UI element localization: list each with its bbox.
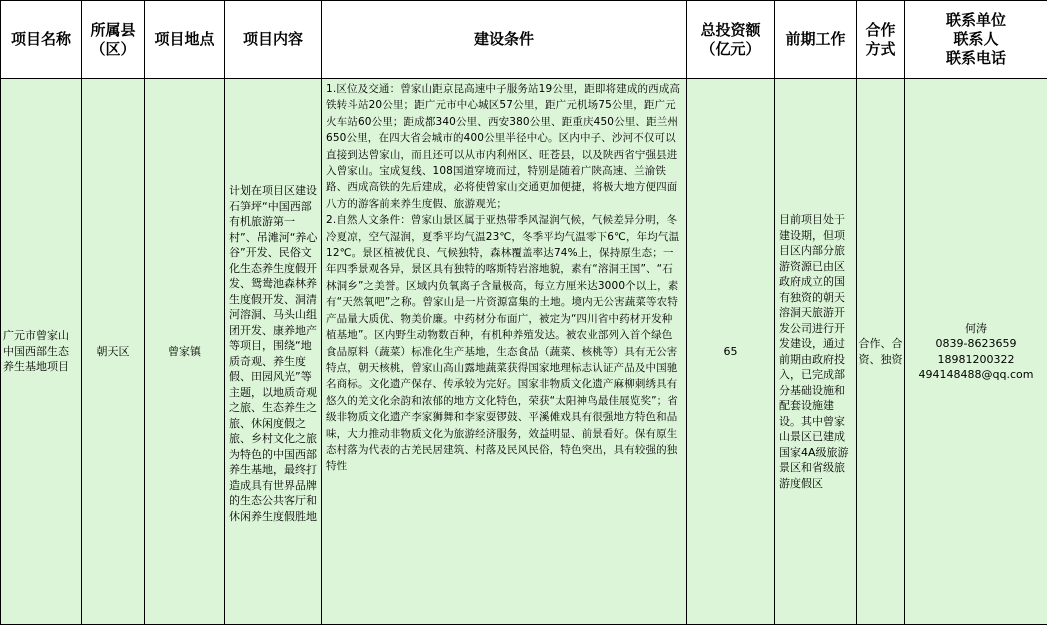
- cell-conditions: 1.区位及交通：曾家山距京昆高速中子服务站19公里，距即将建成的西成高铁转斗站20公里；距广元市中心城区57公里，距广元机场75公里，距广元火车站60公里；距成都340公里、西安380公里、距重庆450公里、距兰州650公里，在四大省会城市的400公里半径中心。区内中子、沙河不仅可以直接到达曾家山，而且还可以从市内利州区、旺苍县，以及陕西省宁强县进入曾家山。宝成复线、108国道穿境而过，特别是随着广陕高速、兰渝铁路、西成高铁的先后建成，必将使曾家山交通更加便捷，将极大地方便四面八方的游客前来养生度假、旅游观光； 2.自然人文条件：曾家山景区属于亚热带季风湿润气候，气候差异分明，冬冷夏凉，空气湿润，夏季平均气温23℃，冬季平均气温零下6℃，年均气温12℃。景区植被优良、气候独特，森林覆盖率达74%上，保持原生态；一年四季景观各异，景区具有独特的喀斯特岩溶地貌，素有“溶洞王国”、“石林洞乡”之美誉。区域内负氧离子含量极高，每立方厘米达3000个以上，素有“天然氧吧”之称。曾家山是一片资源富集的土地。境内无公害蔬菜等农特产品量大质优、物美价廉。中药材分布面广，被定为“四川省中药材开发种植基地”。区内野生动物数百种，有机种养殖发达。被农业部列入首个绿色食品原料（蔬菜）标准化生产基地，生态食品（蔬菜、核桃等）具有无公害特点，朝天核桃，曾家山高山露地蔬菜获得国家地理标志认证产品及中国驰名商标。文化遗产保存、传承较为完好。国家非物质文化遗产麻柳刺绣具有悠久的羌文化余韵和浓郁的地方文化特色，荣获“太阳神鸟最佳展览奖”；省级非物质文化遗产李家狮舞和李家耍锣鼓、平溪傩戏具有很强地方特色和品味，大力推动非物质文化为旅游经济服务，效益明显、前景看好。保有原生态村落为代表的古羌民居建筑、村落及民风民俗，特色突出，具有较强的独特性: [322, 79, 687, 625]
- cell-investment: 65: [687, 79, 775, 625]
- header-location: 项目地点: [145, 1, 225, 79]
- cell-cooperation: 合作、合资、独资: [857, 79, 905, 625]
- contact-phone-2: 18981200322: [905, 352, 1047, 368]
- cell-prior-work: 目前项目处于建设期，但项目区内部分旅游资源已由区政府成立的国有独资的朝天溶洞天旅游开发公司进行开发建设，通过前期由政府投入，已完成部分基础设施和配套设施建设。其中曾家山景区已建成国家4A级旅游景区和省级旅游度假区: [775, 79, 857, 625]
- header-prior-work: 前期工作: [775, 1, 857, 79]
- header-investment: 总投资额 （亿元）: [687, 1, 775, 79]
- cell-project-name: 广元市曾家山中国西部生态养生基地项目: [1, 79, 82, 625]
- header-contact: 联系单位 联系人 联系电话: [905, 1, 1047, 79]
- header-conditions: 建设条件: [322, 1, 687, 79]
- cell-content: 计划在项目区建设石笋坪“中国西部有机旅游第一村”、吊滩河“养心谷”开发、民俗文化生态养生度假开发、鸳鸯池森林养生度假开发、洞清河溶洞、马头山组团开发、康养地产等项目，围绕“地质奇观、养生度假、田园风光”等主题，以地质奇观之旅、生态养生之旅、休闲度假之旅、乡村文化之旅为特色的中国西部养生基地，最终打造成具有世界品牌的生态公共客厅和休闲养生度假胜地: [225, 79, 322, 625]
- contact-email: 494148488@qq.com: [905, 367, 1047, 383]
- header-content: 项目内容: [225, 1, 322, 79]
- header-row: [1, 1, 1047, 79]
- cell-location: 曾家镇: [145, 79, 225, 625]
- header-cooperation: 合作 方式: [857, 1, 905, 79]
- header-project-name: 项目名称: [1, 1, 82, 79]
- contact-name: 何涛: [905, 321, 1047, 337]
- cell-contact: [905, 79, 1047, 625]
- header-county: 所属县 （区）: [82, 1, 145, 79]
- cell-county: 朝天区: [82, 79, 145, 625]
- table-row: [1, 79, 1047, 625]
- contact-phone-1: 0839-8623659: [905, 336, 1047, 352]
